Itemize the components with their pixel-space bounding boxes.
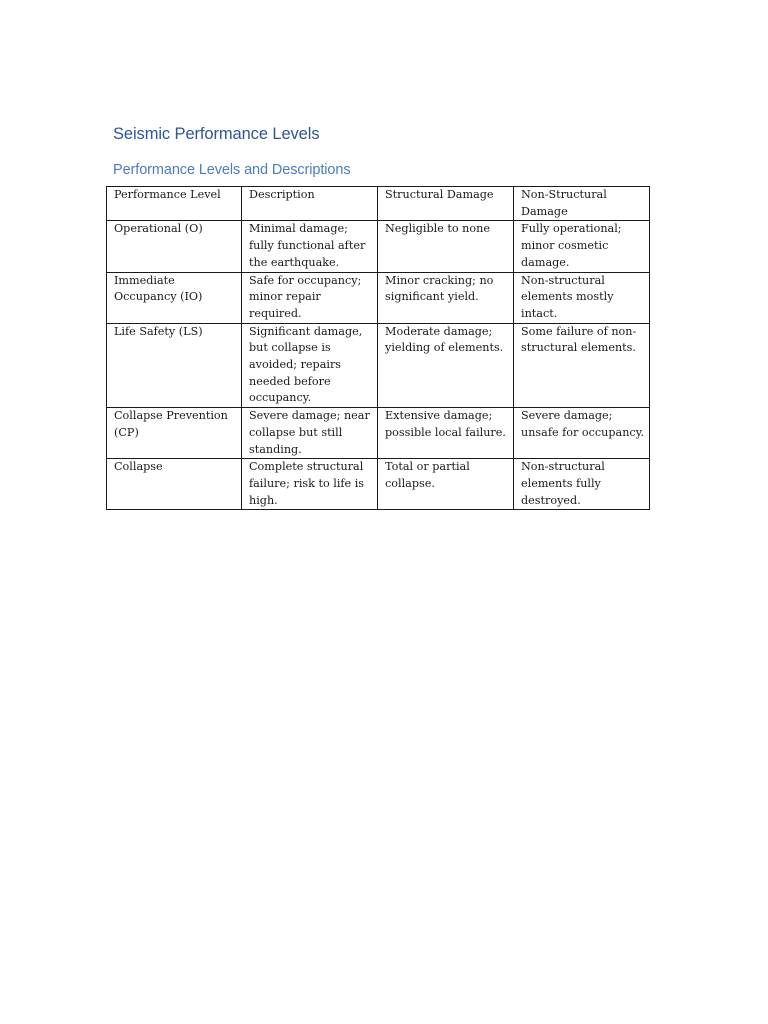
cell-description: Safe for occupancy; minor repair required. [242, 272, 378, 323]
header-non-structural-damage: Non-Structural Damage [514, 187, 650, 221]
cell-description: Severe damage; near collapse but still standing. [242, 408, 378, 459]
table-row [107, 221, 650, 272]
cell-structural-damage: Extensive damage; possible local failure. [378, 408, 514, 459]
table-header-row [107, 187, 650, 221]
cell-non-structural-damage: Severe damage; unsafe for occupancy. [514, 408, 650, 459]
performance-levels-table [106, 186, 650, 510]
cell-performance-level: Immediate Occupancy (IO) [107, 272, 242, 323]
cell-description: Significant damage, but collapse is avoided; repairs needed before occupancy. [242, 323, 378, 408]
section-heading: Performance Levels and Descriptions [113, 162, 351, 178]
header-performance-level: Performance Level [107, 187, 242, 221]
cell-non-structural-damage: Fully operational; minor cosmetic damage. [514, 221, 650, 272]
header-structural-damage: Structural Damage [378, 187, 514, 221]
table-row [107, 272, 650, 323]
cell-structural-damage: Negligible to none [378, 221, 514, 272]
cell-performance-level: Life Safety (LS) [107, 323, 242, 408]
cell-structural-damage: Minor cracking; no significant yield. [378, 272, 514, 323]
cell-non-structural-damage: Some failure of non-structural elements. [514, 323, 650, 408]
cell-performance-level: Operational (O) [107, 221, 242, 272]
cell-non-structural-damage: Non-structural elements mostly intact. [514, 272, 650, 323]
cell-description: Complete structural failure; risk to life is high. [242, 459, 378, 510]
cell-structural-damage: Total or partial collapse. [378, 459, 514, 510]
table-row [107, 408, 650, 459]
table-row [107, 323, 650, 408]
header-description: Description [242, 187, 378, 221]
cell-performance-level: Collapse Prevention (CP) [107, 408, 242, 459]
cell-non-structural-damage: Non-structural elements fully destroyed. [514, 459, 650, 510]
table-row [107, 459, 650, 510]
document-title: Seismic Performance Levels [113, 125, 320, 143]
cell-performance-level: Collapse [107, 459, 242, 510]
cell-structural-damage: Moderate damage; yielding of elements. [378, 323, 514, 408]
cell-description: Minimal damage; fully functional after the earthquake. [242, 221, 378, 272]
